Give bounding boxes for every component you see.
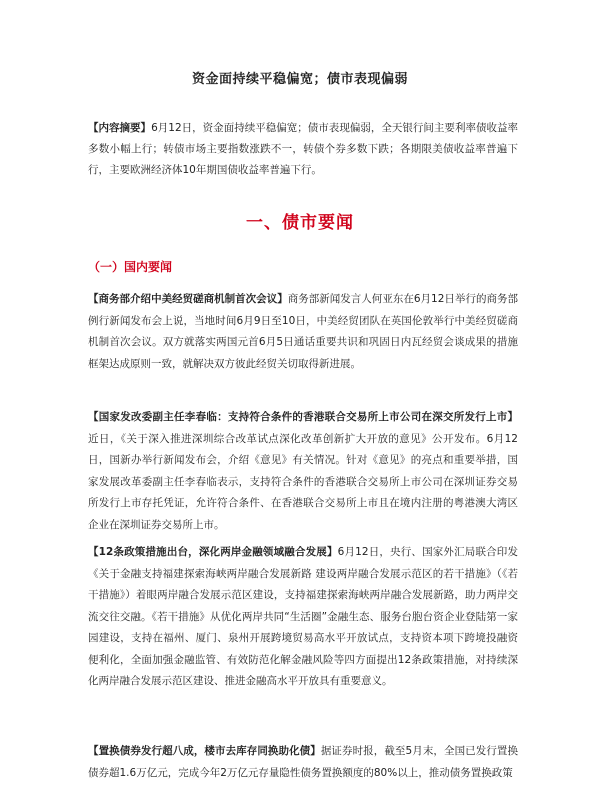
content-summary (88, 118, 518, 181)
summary-label: 【内容摘要】 (88, 122, 152, 134)
news-item (88, 289, 518, 375)
summary-text: 6月12日，资金面持续平稳偏宽；债市表现偏弱，全天银行间主要利率债收益率多数小幅上行；转债市场主要指数涨跌不一，转债个券多数下跌；各期限美债收益率普遍下行，主要欧洲经济体10年期国债收益率普遍下行。 (88, 122, 519, 176)
news-item-body: 据证券时报，截至5月末，全国已发行置换债券超1.6万亿元，完成今年2万亿元存量隐性债务置换额度的80%以上，推动债务置换政策 (88, 745, 518, 779)
news-item-headline: 【国家发改委副主任李春临：支持符合条件的香港联合交易所上市公司在深交所发行上市】 (88, 411, 518, 423)
news-item (88, 741, 518, 784)
document-title: 资金面持续平稳偏宽；债市表现偏弱 (191, 72, 408, 87)
news-item-headline: 【商务部介绍中美经贸磋商机制首次会议】 (88, 293, 288, 305)
section-heading: 一、债市要闻 (246, 213, 354, 233)
news-item-body: 6月12日，央行、国家外汇局联合印发《关于金融支持福建探索海峡两岸融合发展新路 建设两岸融合发展示范区的若干措施》（《若干措施》）着眼两岸融合发展示范区建设，支持福建探索海峡两岸融合发展新路，助力两岸交流交往交融。《若干措施》从优化两岸共同“生活圈”金融生态、服务台胞台资企业登陆第一家园建设，支持在福州、厦门、泉州开展跨境贸易高水平开放试点，支持资本项下跨境投融资便利化，全面加强金融监管、有效防范化解金融风险等四方面提出12条政策措施，对持续深化两岸融合发展示范区建设、推进金融高水平开放具有重要意义。 (88, 546, 518, 687)
news-item-body: 近日，《关于深入推进深圳综合改革试点深化改革创新扩大开放的意见》公开发布。6月12日，国新办举行新闻发布会，介绍《意见》有关情况。针对《意见》的亮点和重要举措，国家发展改革委副主任李春临表示，支持符合条件的香港联合交易所上市公司在深圳证券交易所发行上市存托凭证，允许符合条件、在香港联合交易所上市且在境内注册的粤港澳大湾区企业在深圳证券交易所上市。 (88, 432, 518, 531)
subsection-heading: （一）国内要闻 (88, 260, 173, 274)
news-item-headline: 【12条政策措施出台，深化两岸金融领域融合发展】 (88, 546, 338, 558)
news-item-headline: 【置换债券发行超八成，楼市去库存同换助化债】 (88, 745, 321, 757)
news-item (88, 407, 518, 536)
news-item (88, 542, 518, 693)
news-item-body: 商务部新闻发言人何亚东在6月12日举行的商务部例行新闻发布会上说，当地时间6月9日至10日，中美经贸团队在英国伦敦举行中美经贸磋商机制首次会议。双方就落实两国元首6月5日通话重要共识和巩固日内瓦经贸会谈成果的措施框架达成原则一致，就解决双方彼此经贸关切取得新进展。 (88, 293, 518, 370)
